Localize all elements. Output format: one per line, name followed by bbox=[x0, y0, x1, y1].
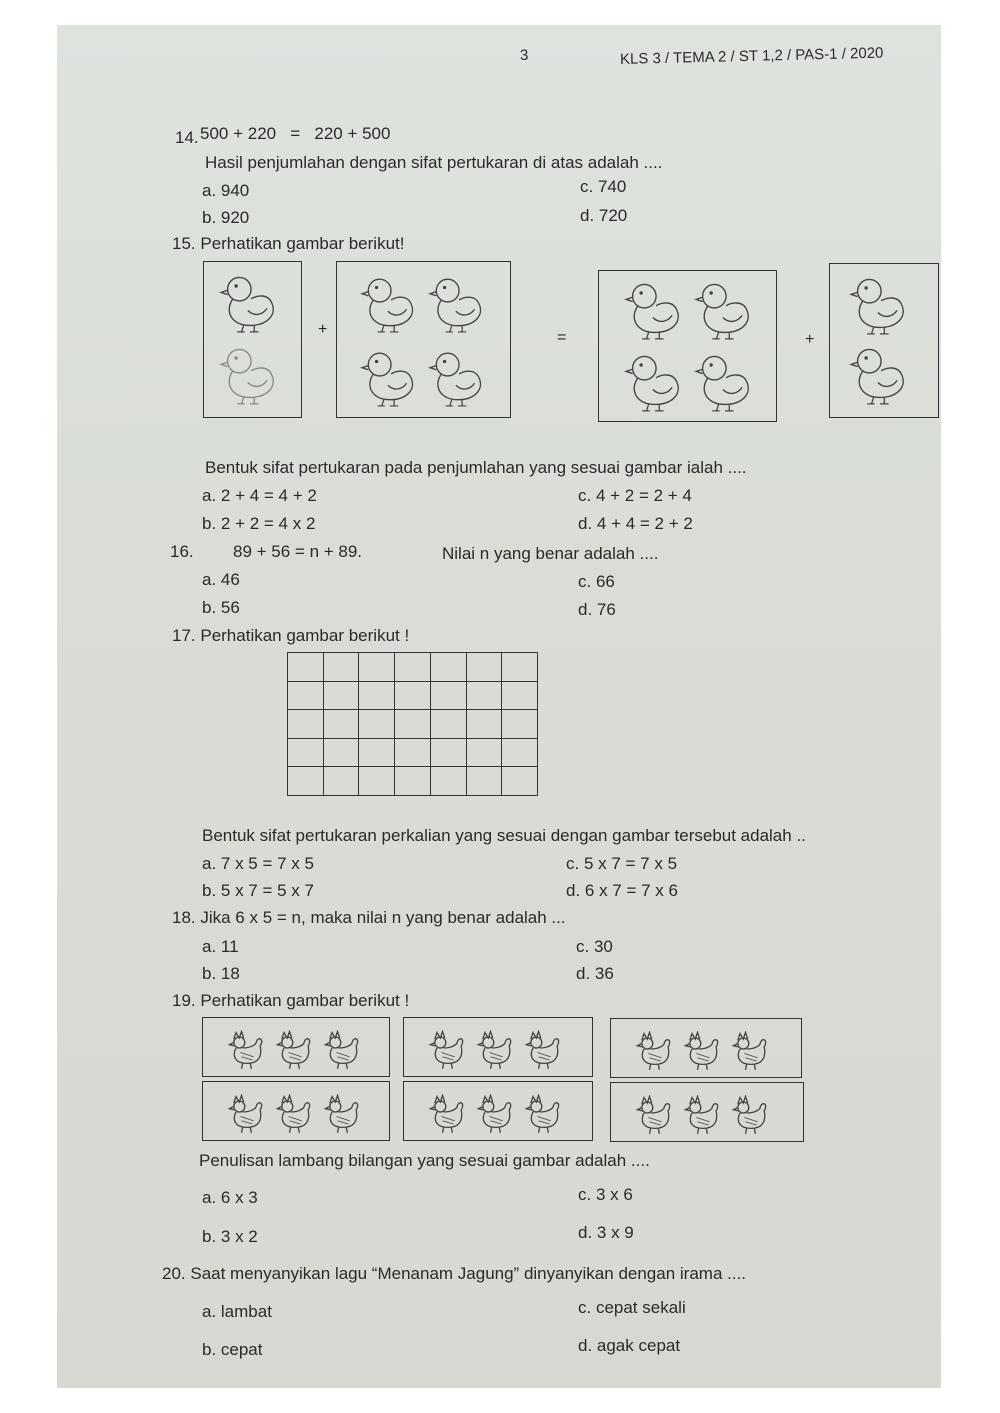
rooster-group bbox=[403, 1081, 593, 1141]
multiplication-grid bbox=[287, 652, 538, 796]
q14-number: 14. bbox=[175, 128, 199, 147]
page-number: 3 bbox=[519, 46, 529, 64]
q17-option-a: a. 7 x 5 = 7 x 5 bbox=[202, 854, 314, 873]
q16-equation: 89 + 56 = n + 89. bbox=[233, 542, 363, 561]
rooster-group bbox=[610, 1082, 804, 1142]
q15-option-b: b. 2 + 2 = 4 x 2 bbox=[202, 514, 316, 533]
q18-option-d: d. 36 bbox=[576, 964, 614, 983]
q14-option-c: c. 740 bbox=[580, 177, 627, 196]
chick-group-4-right bbox=[598, 270, 777, 422]
q14-option-d: d. 720 bbox=[580, 206, 628, 225]
q19-question: Penulisan lambang bilangan yang sesuai gambar adalah .... bbox=[199, 1151, 650, 1170]
q17-option-c: c. 5 x 7 = 7 x 5 bbox=[566, 854, 678, 873]
q20-prompt: 20. Saat menyanyikan lagu “Menanam Jagung” dinyanyikan dengan irama .... bbox=[162, 1264, 747, 1283]
chick-group-2-right bbox=[829, 263, 939, 418]
equals-sign: = bbox=[557, 329, 567, 346]
q14-equation: 500 + 220 = 220 + 500 bbox=[200, 124, 391, 143]
q14-option-b: b. 920 bbox=[202, 208, 250, 227]
q17-question: Bentuk sifat pertukaran perkalian yang sesuai dengan gambar tersebut adalah .. bbox=[202, 826, 806, 845]
q18-option-c: c. 30 bbox=[576, 937, 613, 956]
q14-prompt: Hasil penjumlahan dengan sifat pertukaran di atas adalah .... bbox=[205, 153, 663, 172]
chick-group-4 bbox=[336, 261, 511, 418]
rooster-group bbox=[610, 1018, 802, 1078]
q15-prompt: 15. Perhatikan gambar berikut! bbox=[172, 234, 405, 253]
rooster-group bbox=[202, 1081, 390, 1141]
q19-option-d: d. 3 x 9 bbox=[578, 1223, 634, 1242]
q17-prompt: 17. Perhatikan gambar berikut ! bbox=[172, 626, 410, 645]
q16-option-b: b. 56 bbox=[202, 598, 240, 617]
q20-option-c: c. cepat sekali bbox=[578, 1298, 686, 1317]
q15-question: Bentuk sifat pertukaran pada penjumlahan yang sesuai gambar ialah .... bbox=[205, 458, 747, 477]
plus-sign-2: + bbox=[805, 331, 815, 348]
q16-option-a: a. 46 bbox=[202, 570, 240, 589]
q16-prompt: Nilai n yang benar adalah .... bbox=[442, 544, 659, 563]
q20-option-b: b. cepat bbox=[202, 1340, 263, 1359]
q19-prompt: 19. Perhatikan gambar berikut ! bbox=[172, 991, 410, 1010]
rooster-group bbox=[202, 1017, 390, 1077]
q16-option-d: d. 76 bbox=[578, 600, 616, 619]
q20-option-a: a. lambat bbox=[202, 1302, 272, 1321]
worksheet-page bbox=[57, 25, 941, 1388]
q17-option-b: b. 5 x 7 = 5 x 7 bbox=[202, 881, 314, 900]
q18-option-a: a. 11 bbox=[202, 937, 239, 956]
q19-option-b: b. 3 x 2 bbox=[202, 1227, 258, 1246]
q14-option-a: a. 940 bbox=[202, 181, 250, 200]
q15-option-d: d. 4 + 4 = 2 + 2 bbox=[578, 514, 693, 533]
q19-option-c: c. 3 x 6 bbox=[578, 1185, 633, 1204]
q17-option-d: d. 6 x 7 = 7 x 6 bbox=[566, 881, 678, 900]
q18-prompt: 18. Jika 6 x 5 = n, maka nilai n yang benar adalah ... bbox=[172, 908, 566, 927]
plus-sign-1: + bbox=[318, 321, 328, 338]
q16-option-c: c. 66 bbox=[578, 572, 615, 591]
chick-group-2 bbox=[203, 261, 302, 418]
rooster-group bbox=[403, 1017, 593, 1077]
q19-option-a: a. 6 x 3 bbox=[202, 1188, 258, 1207]
q15-option-a: a. 2 + 4 = 4 + 2 bbox=[202, 486, 317, 505]
q16-number: 16. bbox=[170, 542, 194, 561]
q18-option-b: b. 18 bbox=[202, 964, 240, 983]
q15-option-c: c. 4 + 2 = 2 + 4 bbox=[578, 486, 692, 505]
header-code: KLS 3 / TEMA 2 / ST 1,2 / PAS-1 / 2020 bbox=[619, 44, 884, 68]
q20-option-d: d. agak cepat bbox=[578, 1336, 681, 1355]
